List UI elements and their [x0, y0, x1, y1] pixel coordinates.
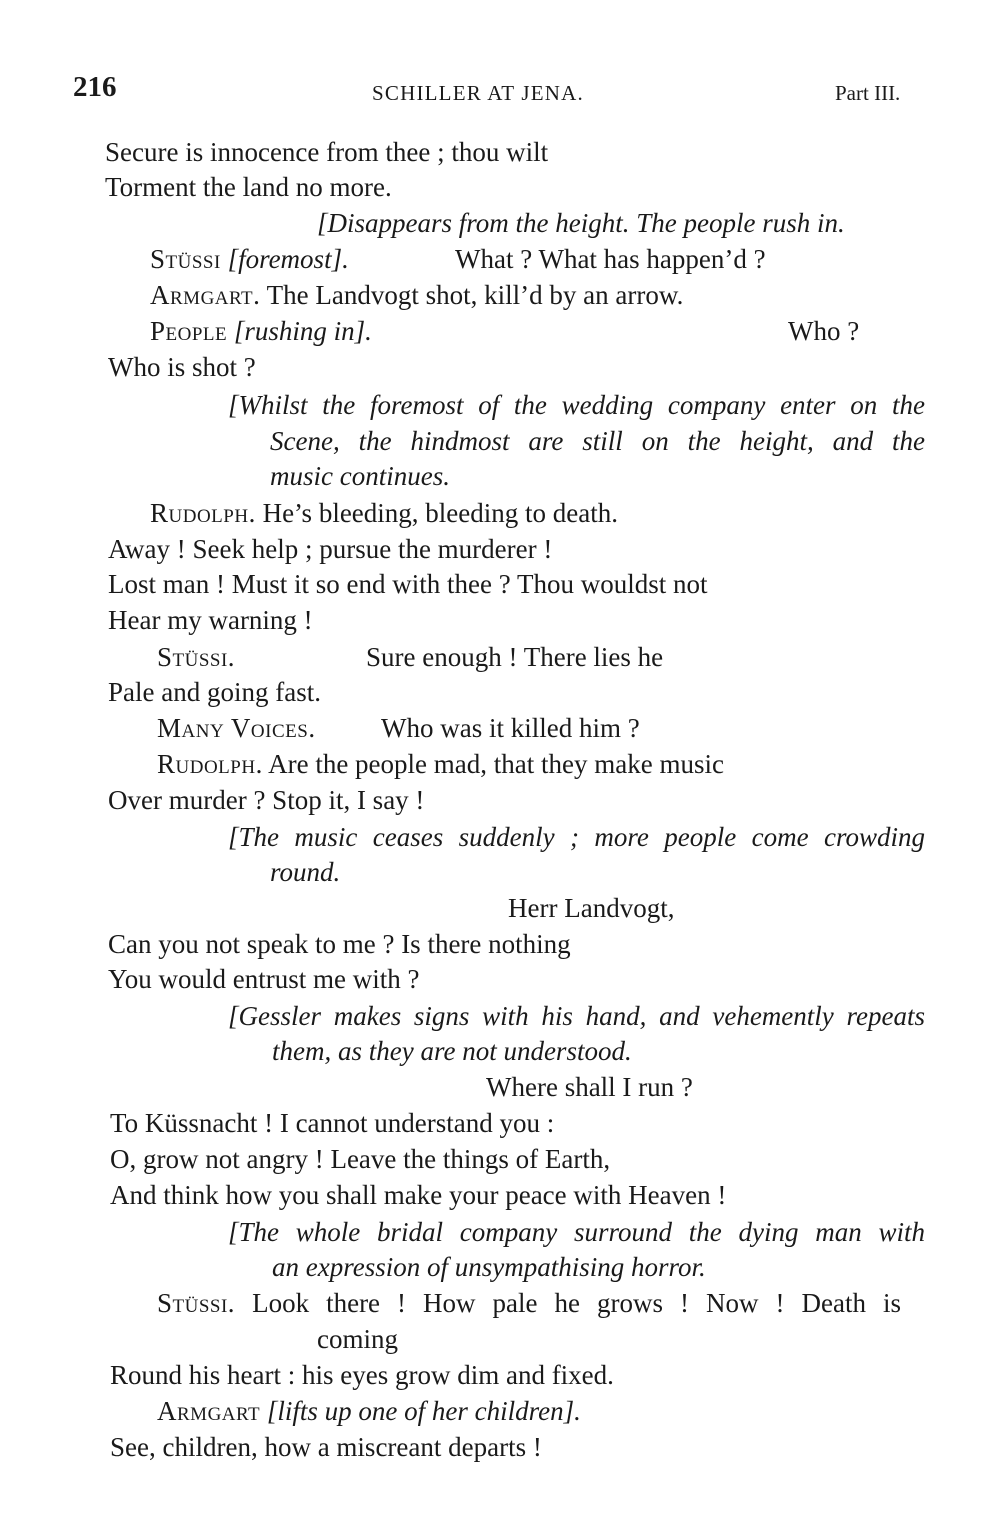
speech-text: Are the people mad, that they make music: [268, 749, 724, 779]
speech-line: [150, 278, 683, 312]
speech-text: The Landvogt shot, kill’d by an arrow.: [266, 280, 684, 310]
verse-line: To Küssnacht ! I cannot understand you :: [110, 1108, 555, 1138]
speaker-name: Stüssi.: [157, 1288, 236, 1318]
running-title: SCHILLER AT JENA.: [372, 81, 584, 105]
speaker-direction: [lifts up one of her children].: [266, 1396, 581, 1426]
stage-direction: [Whilst the foremost of the wedding company enter on the: [228, 390, 925, 420]
verse-line: Round his heart : his eyes grow dim and fixed.: [110, 1360, 614, 1390]
verse-line: Can you not speak to me ? Is there nothing: [108, 929, 571, 959]
verse-line: You would entrust me with ?: [108, 964, 420, 994]
speech-text: What ? What has happen’d ?: [455, 244, 766, 274]
speech-line: [150, 242, 349, 276]
stage-direction: [The whole bridal company surround the dying man with: [228, 1217, 925, 1247]
speaker-name: Armgart.: [150, 280, 261, 310]
stage-direction: Scene, the hindmost are still on the height, and the: [270, 426, 925, 456]
speech-text: Sure enough ! There lies he: [366, 642, 664, 672]
stage-direction: music continues.: [270, 461, 450, 491]
speech-text: Who was it killed him ?: [381, 713, 640, 743]
speech-line: [150, 496, 618, 530]
speaker-name: Many Voices.: [157, 713, 316, 743]
verse-line: Secure is innocence from thee ; thou wilt: [105, 137, 549, 167]
speaker-name: Stüssi: [150, 244, 221, 274]
verse-line: See, children, how a miscreant departs !: [110, 1432, 542, 1462]
stage-direction: round.: [270, 857, 341, 887]
stage-direction: them, as they are not understood.: [272, 1036, 632, 1066]
speaker-name: Armgart: [157, 1396, 261, 1426]
verse-line: Pale and going fast.: [108, 677, 321, 707]
speech-text: Who ?: [788, 316, 860, 346]
speaker-name: Stüssi.: [157, 642, 236, 672]
speech-line: [157, 1394, 581, 1428]
verse-line: Lost man ! Must it so end with thee ? Thou wouldst not: [108, 569, 708, 599]
speaker-direction: [foremost].: [227, 244, 349, 274]
verse-line: coming: [317, 1324, 398, 1354]
stage-direction: [The music ceases suddenly ; more people come crowding: [228, 822, 925, 852]
speech-line: [157, 747, 724, 781]
page-number: 216: [73, 71, 117, 103]
verse-line: Torment the land no more.: [105, 172, 392, 202]
speaker-name: Rudolph.: [150, 498, 256, 528]
verse-line: And think how you shall make your peace with Heaven !: [110, 1180, 727, 1210]
stage-direction: [317, 206, 925, 240]
verse-line: Where shall I run ?: [486, 1072, 693, 1102]
speech-line: [150, 314, 372, 348]
verse-line: Herr Landvogt,: [508, 893, 675, 923]
verse-line: Who is shot ?: [108, 352, 256, 382]
speaker-name: People: [150, 316, 228, 346]
stage-direction: an expression of unsympathising horror.: [272, 1252, 706, 1282]
verse-line: Hear my warning !: [108, 605, 313, 635]
speech-text: He’s bleeding, bleeding to death.: [262, 498, 618, 528]
part-label: Part III.: [835, 81, 901, 105]
verse-line: O, grow not angry ! Leave the things of Earth,: [110, 1144, 611, 1174]
stage-direction: [Gessler makes signs with his hand, and vehemently repeats: [228, 1001, 925, 1031]
speech-text: Look there ! How pale he grows ! Now ! Death is: [252, 1288, 901, 1318]
stage-direction-text: [Disappears from the height. The people rush in.: [317, 208, 845, 238]
speaker-name: Rudolph.: [157, 749, 263, 779]
speaker-direction: [rushing in].: [233, 316, 372, 346]
speech-line: [157, 1286, 901, 1320]
verse-line: Away ! Seek help ; pursue the murderer !: [108, 534, 553, 564]
verse-line: Over murder ? Stop it, I say !: [108, 785, 425, 815]
